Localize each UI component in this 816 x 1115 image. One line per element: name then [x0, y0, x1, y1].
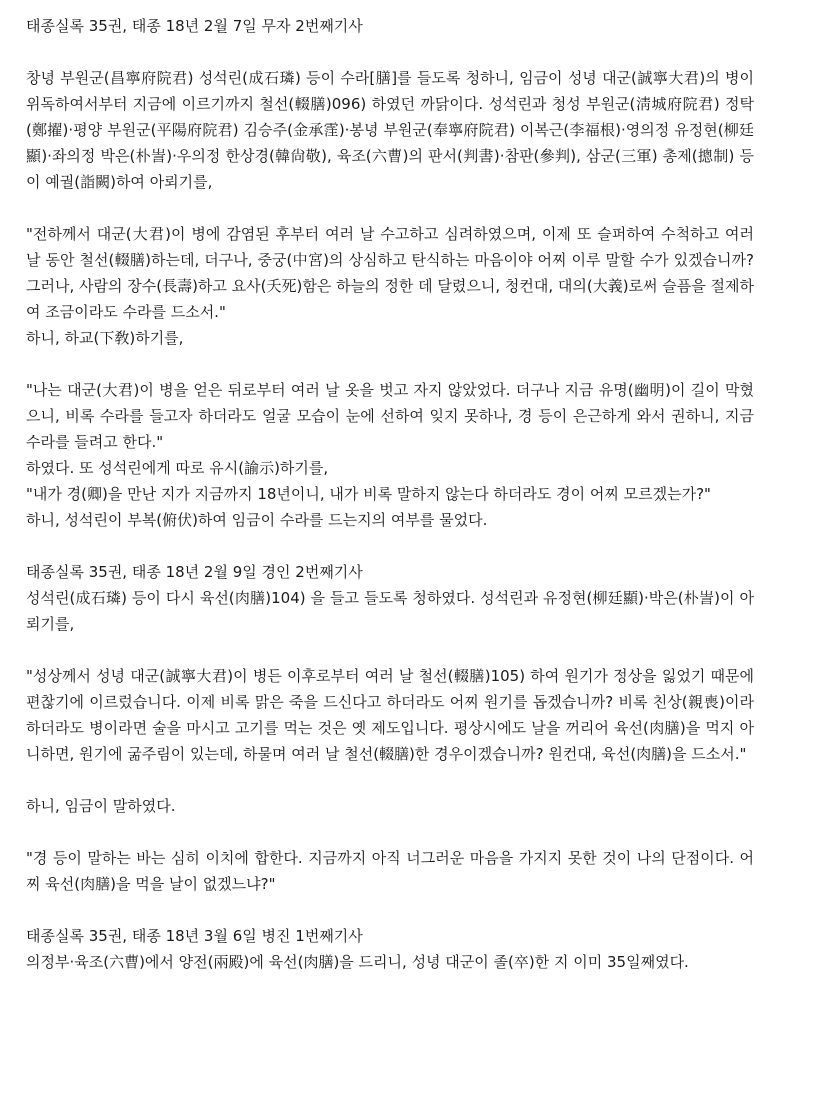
spacer — [26, 637, 754, 663]
article-section — [26, 559, 754, 897]
paragraph: "내가 경(卿)을 만난 지가 지금까지 18년이니, 내가 비록 말하지 않는다 하더라도 경이 어찌 모르겠는가?" — [26, 485, 711, 503]
paragraph: 의정부·육조(六曹)에서 양전(兩殿)에 육선(肉膳)을 드리니, 성녕 대군이 졸(卒)한 지 이미 35일째였다. — [26, 953, 689, 971]
article-header: 태종실록 35권, 태종 18년 2월 7일 무자 2번째기사 — [26, 17, 363, 35]
paragraph: 하니, 성석린이 부복(俯伏)하여 임금이 수라를 드는지의 여부를 물었다. — [26, 511, 488, 529]
paragraph: 하니, 임금이 말하였다. — [26, 797, 176, 815]
spacer — [26, 533, 754, 559]
spacer — [26, 351, 754, 377]
spacer — [26, 39, 754, 65]
paragraph: "성상께서 성녕 대군(誠寧大君)이 병든 이후로부터 여러 날 철선(輟膳)105) 하여 원기가 정상을 잃었기 때문에 편찮기에 이르렀습니다. 이제 비록 맑은 죽을 드신다고 하더라도 어찌 원기를 돕겠습니까? 비록 친상(親喪)이라 하더라도 병이라면 술을 마시고 고기를 먹는 것은 옛 제도입니다. 평상시에도 날을 꺼리어 육선(肉膳)을 먹지 아니하면, 원기에 굶주림이 있는데, 하물며 여러 날 철선(輟膳)한 경우이겠습니까? 원컨대, 육선(肉膳)을 드소서." — [26, 667, 754, 763]
paragraph: "나는 대군(大君)이 병을 얻은 뒤로부터 여러 날 옷을 벗고 자지 않았었다. 더구나 지금 유명(幽明)이 길이 막혔으니, 비록 수라를 들고자 하더라도 얼굴 모습이 눈에 선하여 잊지 못하나, 경 등이 은근하게 와서 권하니, 지금 수라를 들려고 한다." — [26, 381, 754, 451]
paragraph: "전하께서 대군(大君)이 병에 감염된 후부터 여러 날 수고하고 심려하였으며, 이제 또 슬퍼하여 수척하고 여러 날 동안 철선(輟膳)하는데, 더구나, 중궁(中宮)의 상심하고 탄식하는 마음이야 어찌 이루 말할 수가 있겠습니까? 그러나, 사람의 장수(長壽)하고 요사(夭死)함은 하늘의 정한 데 달렸으니, 청컨대, 대의(大義)로써 슬픔을 절제하여 조금이라도 수라를 드소서." — [26, 225, 754, 321]
paragraph: 성석린(成石璘) 등이 다시 육선(肉膳)104) 을 들고 들도록 청하였다. 성석린과 유정현(柳廷顯)·박은(朴訔)이 아뢰기를, — [26, 589, 754, 633]
article-section — [26, 923, 754, 975]
paragraph: 하니, 하교(下敎)하기를, — [26, 329, 184, 347]
paragraph: "경 등이 말하는 바는 심히 이치에 합한다. 지금까지 아직 너그러운 마음을 가지지 못한 것이 나의 단점이다. 어찌 육선(肉膳)을 먹을 날이 없겠느냐?" — [26, 849, 754, 893]
article-header: 태종실록 35권, 태종 18년 3월 6일 병진 1번째기사 — [26, 927, 363, 945]
paragraph: 창녕 부원군(昌寧府院君) 성석린(成石璘) 등이 수라[膳]를 들도록 청하니, 임금이 성녕 대군(誠寧大君)의 병이 위독하여서부터 지금에 이르기까지 철선(輟膳)096) 하였던 까닭이다. 성석린과 청성 부원군(淸城府院君) 정탁(鄭擢)·평양 부원군(平陽府院君) 김승주(金承霔)·봉녕 부원군(奉寧府院君) 이복근(李福根)·영의정 유정현(柳廷顯)·좌의정 박은(朴訔)·우의정 한상경(韓尙敬), 육조(六曹)의 판서(判書)·참판(參判), 삼군(三軍) 총제(摠制) 등이 예궐(詣闕)하여 아뢰기를, — [26, 69, 754, 191]
article-header: 태종실록 35권, 태종 18년 2월 9일 경인 2번째기사 — [26, 563, 363, 581]
spacer — [26, 897, 754, 923]
paragraph: 하였다. 또 성석린에게 따로 유시(諭示)하기를, — [26, 459, 329, 477]
article-section — [26, 13, 754, 533]
spacer — [26, 195, 754, 221]
spacer — [26, 767, 754, 793]
spacer — [26, 819, 754, 845]
